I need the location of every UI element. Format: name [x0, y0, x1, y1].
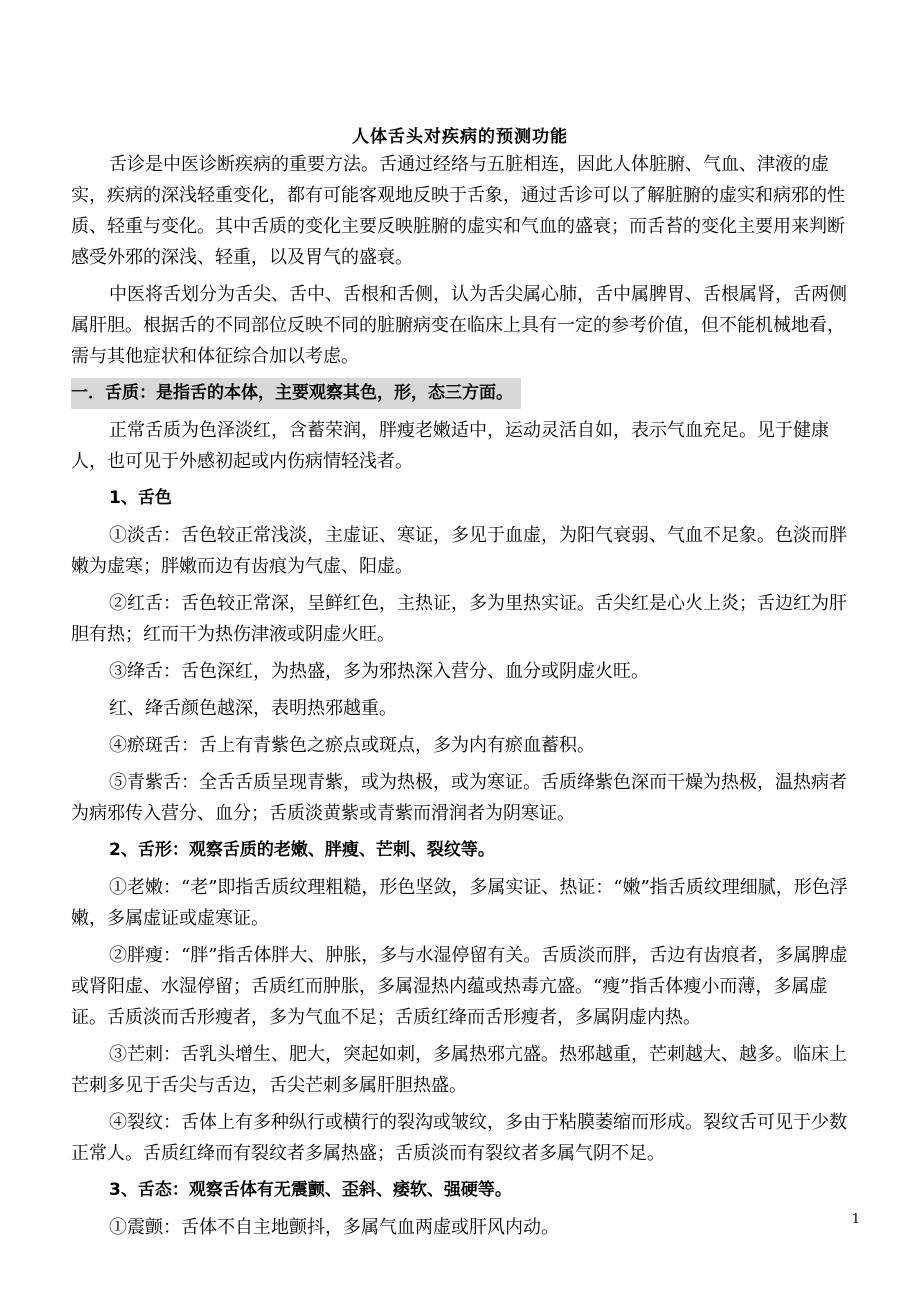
- document-title: 人体舌头对疾病的预测功能: [352, 127, 568, 147]
- highlighted-heading-text: 一．舌质：是指舌的本体，主要观察其色，形，态三方面。: [71, 378, 521, 409]
- normal-tongue-paragraph: 正常舌质为色泽淡红，含蓄荣润，胖瘦老嫩适中，运动灵活自如，表示气血充足。见于健康人，也可见于外感初起或内伤病情轻浅者。: [71, 420, 829, 472]
- list-item: ④瘀斑舌：舌上有青紫色之瘀点或斑点，多为内有瘀血蓄积。: [109, 735, 595, 756]
- document-body: [71, 149, 861, 1249]
- tongue-regions-paragraph: 中医将舌划分为舌尖、舌中、舌根和舌侧，认为舌尖属心肺，舌中属脾胃、舌根属肾，舌两侧属肝胆。根据舌的不同部位反映不同的脏腑病变在临床上具有一定的参考价值，但不能机械地看，需与其他症状和体征综合加以考虑。: [71, 284, 847, 367]
- note-paragraph: 红、绛舌颜色越深，表明热邪越重。: [109, 698, 397, 719]
- list-item: ①淡舌：舌色较正常浅淡，主虚证、寒证，多见于血虚，为阳气衰弱、气血不足象。色淡而胖嫩为虚寒；胖嫩而边有齿痕为气虚、阳虚。: [71, 525, 847, 577]
- list-item: ②胖瘦：“胖”指舌体胖大、肿胀，多与水湿停留有关。舌质淡而胖，舌边有齿痕者，多属脾虚或肾阳虚、水湿停留；舌质红而肿胀，多属湿热内蕴或热毒亢盛。“瘦”指舌体瘦小而薄，多属虚证。舌质淡而舌形瘦者，多为气血不足；舌质红绛而舌形瘦者，多属阴虚内热。: [71, 945, 848, 1028]
- list-item: ③绛舌：舌色深红，为热盛，多为邪热深入营分、血分或阴虚火旺。: [109, 661, 649, 682]
- intro-paragraph: 舌诊是中医诊断疾病的重要方法。舌通过经络与五脏相连，因此人体脏腑、气血、津液的虚实，疾病的深浅轻重变化，都有可能客观地反映于舌象，通过舌诊可以了解脏腑的虚实和病邪的性质、轻重与变化。其中舌质的变化主要反映脏腑的虚实和气血的盛衰；而舌苔的变化主要用来判断感受外邪的深浅、轻重，以及胃气的盛衰。: [71, 154, 845, 268]
- subheading-tongue-shape: 2、舌形：观察舌质的老嫩、胖瘦、芒刺、裂纹等。: [109, 840, 495, 860]
- list-item: ③芒刺：舌乳头增生、肥大，突起如刺，多属热邪亢盛。热邪越重，芒刺越大、越多。临床上芒刺多见于舌尖与舌边，舌尖芒刺多属肝胆热盛。: [71, 1044, 847, 1096]
- list-item: ④裂纹：舌体上有多种纵行或横行的裂沟或皱纹，多由于粘膜萎缩而形成。裂纹舌可见于少数正常人。舌质红绛而有裂纹者多属热盛；舌质淡而有裂纹者多属气阴不足。: [71, 1112, 847, 1164]
- list-item: ①老嫩：“老”即指舌质纹理粗糙，形色坚敛，多属实证、热证：“嫩”指舌质纹理细腻，形色浮嫩，多属虚证或虚寒证。: [71, 877, 848, 929]
- list-item: ⑤青紫舌：全舌舌质呈现青紫，或为热极，或为寒证。舌质绛紫色深而干燥为热极，温热病者为病邪传入营分、血分；舌质淡黄紫或青紫而滑润者为阴寒证。: [71, 772, 847, 824]
- list-item: ②红舌：舌色较正常深，呈鲜红色，主热证，多为里热实证。舌尖红是心火上炎；舌边红为肝胆有热；红而干为热伤津液或阴虚火旺。: [71, 593, 847, 645]
- subheading-tongue-color: 1、舌色: [109, 488, 172, 508]
- list-item: ①震颤：舌体不自主地颤抖，多属气血两虚或肝风内动。: [109, 1217, 559, 1238]
- subheading-tongue-state: 3、舌态：观察舌体有无震颤、歪斜、痿软、强硬等。: [109, 1180, 512, 1200]
- section-heading-tongue-body: [71, 378, 861, 409]
- page-number: 1: [851, 1212, 860, 1227]
